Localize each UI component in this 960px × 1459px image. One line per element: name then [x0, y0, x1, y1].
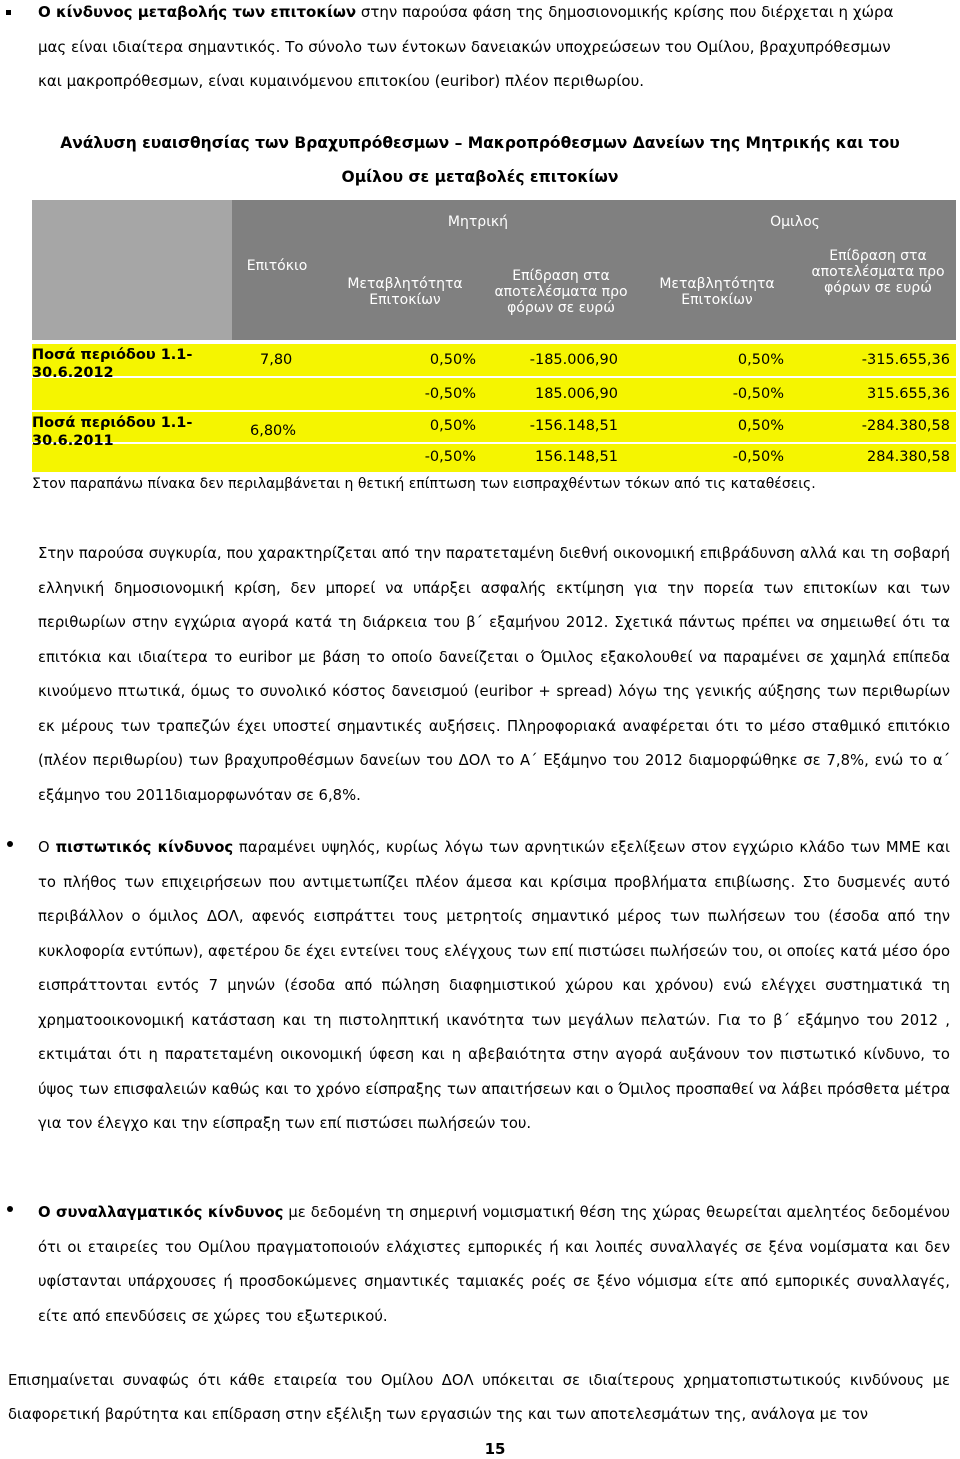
- cell-var2: 0,50%: [737, 418, 784, 434]
- credit-bold: πιστωτικός κίνδυνος: [55, 839, 234, 856]
- rate-2011: 6,80%: [250, 423, 297, 439]
- paragraph-closing: Επισημαίνεται συναφώς ότι κάθε εταιρεία του Ομίλου ΔΟΛ υπόκειται σε ιδιαίτερους χρηματοπιστωτικούς κινδύνους με διαφορετική βαρύτητα και επίδραση στην εξέλιξη των εργασιών της και των αποτελεσμάτων της, ανάλογα με τον: [8, 1372, 950, 1423]
- header-rate: [232, 200, 322, 340]
- bullet-dot-icon: [7, 1206, 13, 1212]
- header-parent-label: Μητρική: [447, 214, 509, 230]
- credit-text: παραμένει υψηλός, κυρίως λόγω των αρνητικών εξελίξεων στον εγχώριο κλάδο των ΜΜΕ και το πλήθος των επιχειρήσεων που αντιμετωπίζει πλέον άμεσα και κρίσιμα προβλήματα επιβίωσης. Στο δυσμενές αυτό περιβάλλον ο όμιλος ΔΟΛ, αφενός εισπράττει τους μετρητοίς σημαντικό μέρος των πωλήσεων του (έσοδα από την κυκλοφορία εντύπων), αφετέρου δε έχει εντείνει τους ελέγχους των επί πιστώσει πωλήσεών του, οι οποίες κατά μέσο όρο εισπράττονται εντός 7 μηνών (έσοδα από πώληση διαφημιστικού χώρου και χρόνου) ενώ ελέγχει συστηματικά τη χρηματοοικονομική κατάσταση και τη πιστοληπτική ικανότητα των μεγάλων πελατών. Για το β΄ εξάμηνο του 2012 , εκτιμάται ότι η παρατεταμένη οικονομική ύφεση και η αβεβαιότητα στην αγορά αυξάνουν τον πιστωτικό κίνδυνο, το ύψος των επισφαλειών καθώς και το χρόνο είσπραξης των απαιτήσεων και ο Όμιλος προσπαθεί να λάβει πρόσθετα μέτρα για τον έλεγχο και την είσπραξη των επί πιστώσει πωλήσεών του.: [38, 839, 950, 1132]
- header-parent: [322, 200, 634, 244]
- period-label-2012: Ποσά περιόδου 1.1-30.6.2012: [32, 347, 193, 381]
- cell-eff2: 284.380,58: [866, 449, 950, 465]
- intro-line-2: μας είναι ιδιαίτερα σημαντικός. Το σύνολο των έντοκων δανειακών υποχρεώσεων του Ομίλου, βραχυπρόθεσμων: [38, 38, 891, 56]
- intro-line-3: και μακροπρόθεσμων, είναι κυμαινόμενου επιτοκίου (euribor) πλέον περιθωρίου.: [38, 72, 645, 90]
- table-corner-cell: [32, 200, 232, 340]
- cell-eff2: -315.655,36: [861, 352, 950, 368]
- header-effect-1: [488, 244, 634, 340]
- cell-var2: -0,50%: [732, 386, 784, 402]
- cell-eff1: 185.006,90: [534, 386, 618, 402]
- intro-line-1: [38, 2, 893, 22]
- cell-eff1: -156.148,51: [529, 418, 618, 434]
- cell-var1: -0,50%: [424, 449, 476, 465]
- header-variation-2: [634, 244, 800, 340]
- paragraph-interest-outlook: Στην παρούσα συγκυρία, που χαρακτηρίζεται από την παρατεταμένη διεθνή οικονομική επιβράδυνση αλλά και τη σοβαρή ελληνική δημοσιονομική κρίση, δεν μπορεί να υπάρξει ασφαλής εκτίμηση για την πορεία των επιτοκίων και των περιθωρίων στην εγχώρια αγορά κατά τη διάρκεια του β΄ εξαμήνου 2012. Σχετικά πάντως πρέπει να σημειωθεί ότι τα επιτόκια και ιδιαίτερα το euribor με βάση το οποίο δανείζεται ο Όμιλος εξακολουθεί να παραμένει σε χαμηλά επίπεδα κινούμενο πτωτικά, όμως το συνολικό κόστος δανεισμού (euribor + spread) λόγω της γενικής αύξησης των περιθωρίων εκ μέρους των τραπεζών έχει υποστεί σημαντικές αυξήσεις. Πληροφοριακά αναφέρεται ότι το μέσο σταθμικό επιτόκιο (πλέον περιθωρίου) των βραχυπροθέσμων δανείων του ΔΟΛ το Α΄ Εξάμηνο του 2012 διαμορφώθηκε σε 7,8%, ενώ το α΄ εξάμηνο του 2011διαμορφωνόταν σε 6,8%.: [38, 545, 950, 804]
- table-note: Στον παραπάνω πίνακα δεν περιλαμβάνεται η θετική επίπτωση των εισπραχθέντων τόκων από τις καταθέσεις.: [32, 476, 816, 492]
- bullet-dot-icon: [7, 841, 13, 847]
- header-group-label: Ομιλος: [770, 214, 820, 230]
- header-effect-2: [800, 244, 956, 340]
- header-effect-2-label: Επίδραση στα αποτελέσματα προ φόρων σε ευρώ: [811, 248, 945, 296]
- cell-var1: 0,50%: [429, 418, 476, 434]
- header-group: [634, 200, 956, 244]
- cell-var1: 0,50%: [429, 352, 476, 368]
- intro-text-1: στην παρούσα φάση της δημοσιονομικής κρίσης που διέρχεται η χώρα: [356, 3, 894, 21]
- header-rate-label: Επιτόκιο: [246, 258, 308, 274]
- bullet-square-icon: [6, 10, 11, 15]
- cell-var2: 0,50%: [737, 352, 784, 368]
- cell-var2: -0,50%: [732, 449, 784, 465]
- header-effect-1-label: Επίδραση στα αποτελέσματα προ φόρων σε ευρώ: [494, 268, 628, 316]
- fx-text: με δεδομένη τη σημερινή νομισματική θέση της χώρας θεωρείται αμελητέος δεδομένου ότι οι εταιρείες του Ομίλου πραγματοποιούν ελάχιστες εμπορικές ή και λοιπές συναλλαγές σε ξένα νομίσματα και δεν υφίστανται υπάρχουσες ή προσδοκώμενες σημαντικές ταμιακές ροές σε ξένο νόμισμα είτε από εμπορικές συναλλαγές, είτε από επενδύσεις σε χώρες του εξωτερικού.: [38, 1204, 950, 1325]
- credit-prefix: Ο: [38, 839, 56, 856]
- fx-bold: Ο συναλλαγματικός κίνδυνος: [38, 1204, 284, 1221]
- header-variation-1-label: Μεταβλητότητα Επιτοκίων: [347, 276, 463, 308]
- rate-2012: 7,80: [260, 352, 293, 368]
- table-title-line-2: Ομίλου σε μεταβολές επιτοκίων: [341, 168, 619, 186]
- cell-eff1: 156.148,51: [534, 449, 618, 465]
- period-label-2011: Ποσά περιόδου 1.1-30.6.2011: [32, 415, 193, 449]
- cell-eff2: -284.380,58: [861, 418, 950, 434]
- paragraph-fx-risk: [38, 1196, 950, 1334]
- page-number: 15: [484, 1440, 506, 1458]
- intro-bold: Ο κίνδυνος μεταβολής των επιτοκίων: [38, 3, 357, 21]
- header-variation-2-label: Μεταβλητότητα Επιτοκίων: [659, 276, 775, 308]
- header-variation-1: [322, 244, 488, 340]
- cell-eff1: -185.006,90: [529, 352, 618, 368]
- table-row: [32, 378, 956, 410]
- table-title-line-1: Ανάλυση ευαισθησίας των Βραχυπρόθεσμων – Μακροπρόθεσμων Δανείων της Μητρικής και του: [60, 134, 900, 152]
- paragraph-credit-risk: [38, 831, 950, 1142]
- cell-eff2: 315.655,36: [866, 386, 950, 402]
- cell-var1: -0,50%: [424, 386, 476, 402]
